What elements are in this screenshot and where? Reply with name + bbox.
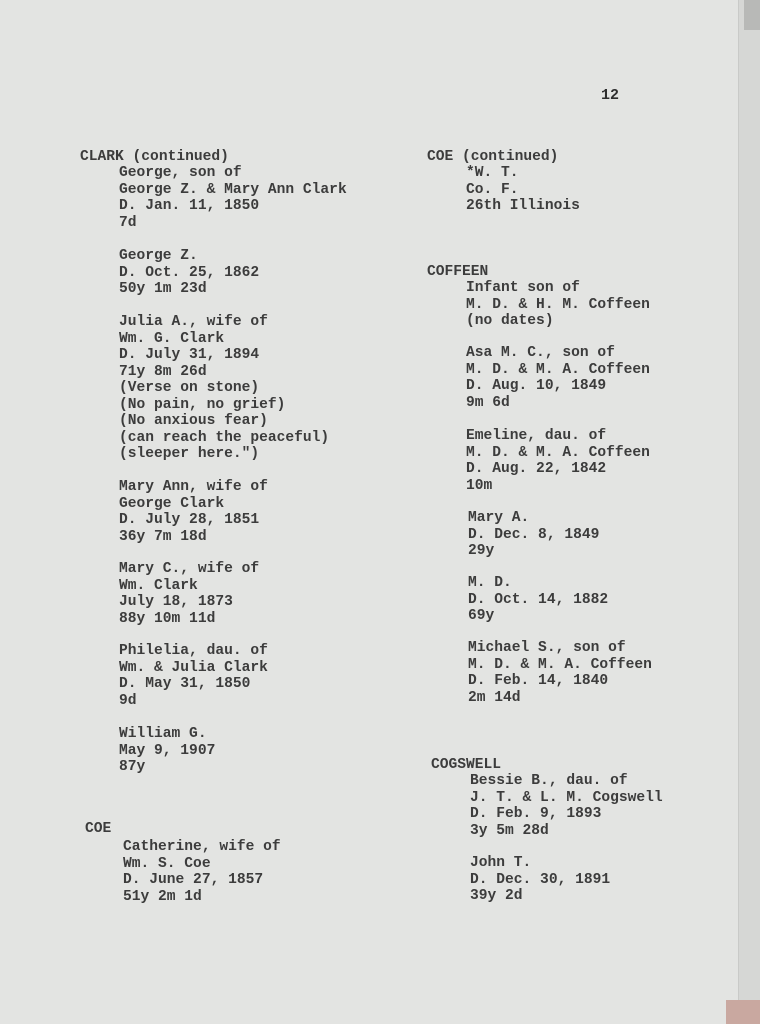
entry-line: William G.	[119, 726, 207, 742]
entry-line: D. Dec. 8, 1849	[468, 526, 600, 543]
entry	[468, 640, 652, 706]
entry-line: Bessie B., dau. of	[470, 773, 628, 789]
entry	[119, 561, 259, 627]
entry-line: D. Dec. 30, 1891	[470, 871, 611, 888]
entry-line: D. Aug. 10, 1849	[466, 378, 607, 394]
entry-line: 7d	[119, 214, 137, 231]
entry-line: D. July 31, 1894	[119, 347, 260, 363]
entry-line: 69y	[468, 608, 495, 624]
entry-line: (no dates)	[466, 313, 554, 329]
entry-line: M. D. & M. A. Coffeen	[466, 444, 650, 461]
entry	[468, 575, 608, 625]
entry-line: George, son of	[119, 165, 242, 181]
entry-line: Philelia, dau. of	[119, 643, 268, 659]
entry-line: 71y 8m 26d	[119, 363, 207, 380]
entry	[119, 165, 347, 231]
entry-line: Asa M. C., son of	[466, 345, 615, 361]
page-edge-mark	[726, 1000, 760, 1024]
entry-line: (can reach the peaceful)	[119, 429, 330, 446]
entry-line: (No pain, no grief)	[119, 396, 286, 413]
entry-line: D. July 28, 1851	[119, 512, 260, 528]
entry	[466, 428, 650, 494]
entry-line: J. T. & L. M. Cogswell	[470, 789, 663, 806]
entry-line: 10m	[466, 477, 493, 494]
section-header-coe: COE	[85, 821, 112, 837]
section-header-cogswell: COGSWELL	[431, 757, 502, 773]
entry-line: M. D.	[468, 575, 512, 591]
entry-line: Catherine, wife of	[123, 839, 281, 855]
entry	[119, 726, 215, 776]
entry-line: 9d	[119, 692, 137, 709]
page-edge-shadow	[744, 0, 760, 30]
entry-line: *W. T.	[466, 165, 519, 181]
entry-line: (sleeper here.")	[119, 446, 260, 462]
entry-line: Michael S., son of	[468, 640, 626, 656]
entry-line: 9m 6d	[466, 394, 510, 411]
entry-line: John T.	[470, 855, 532, 871]
entry-line: 3y 5m 28d	[470, 822, 549, 839]
entry-line: 29y	[468, 543, 495, 559]
entry	[123, 839, 281, 905]
entry-line: D. Oct. 25, 1862	[119, 264, 260, 281]
entry-line: George Z.	[119, 248, 198, 264]
entry-line: Wm. S. Coe	[123, 855, 211, 872]
entry	[466, 280, 650, 330]
entry	[468, 510, 599, 560]
entry-line: D. Oct. 14, 1882	[468, 591, 609, 608]
entry-line: D. Jan. 11, 1850	[119, 198, 260, 214]
entry-line: 26th Illinois	[466, 198, 580, 214]
section-header-coe-continued: COE (continued)	[427, 149, 559, 165]
entry-line: Wm. G. Clark	[119, 330, 225, 347]
entry	[119, 314, 329, 463]
entry-line: 50y 1m 23d	[119, 281, 207, 297]
entry-line: 88y 10m 11d	[119, 610, 216, 627]
entry-line: D. Feb. 14, 1840	[468, 673, 609, 689]
entry-line: 87y	[119, 759, 146, 775]
entry-line: July 18, 1873	[119, 594, 233, 610]
entry-line: 39y 2d	[470, 888, 523, 904]
entry	[466, 345, 650, 411]
entry-line: Wm. & Julia Clark	[119, 659, 268, 676]
entry-line: May 9, 1907	[119, 742, 216, 759]
entry-line: George Z. & Mary Ann Clark	[119, 181, 347, 198]
entry-line: M. D. & H. M. Coffeen	[466, 296, 650, 313]
entry-line: Wm. Clark	[119, 577, 198, 594]
entry-line: M. D. & M. A. Coffeen	[466, 361, 650, 378]
entry-line: 36y 7m 18d	[119, 528, 207, 545]
entry-line: 51y 2m 1d	[123, 888, 202, 905]
entry-line: Co. F.	[466, 181, 519, 198]
entry	[470, 773, 663, 839]
entry-line: D. June 27, 1857	[123, 872, 264, 888]
entry-line: D. Feb. 9, 1893	[470, 806, 602, 822]
page-edge	[738, 0, 760, 1024]
entry-line: Infant son of	[466, 280, 580, 296]
entry-line: D. Aug. 22, 1842	[466, 461, 607, 477]
entry	[119, 248, 259, 298]
entry-line: Julia A., wife of	[119, 314, 268, 330]
entry-line: (No anxious fear)	[119, 413, 268, 429]
entry-line: George Clark	[119, 495, 225, 512]
section-header-coffeen: COFFEEN	[427, 264, 489, 280]
entry-line: Mary Ann, wife of	[119, 479, 268, 495]
entry-line: D. May 31, 1850	[119, 676, 251, 692]
entry-line: (Verse on stone)	[119, 380, 260, 396]
entry-line: 2m 14d	[468, 689, 521, 706]
entry-line: Emeline, dau. of	[466, 428, 607, 444]
entry-line: M. D. & M. A. Coffeen	[468, 656, 652, 673]
entry	[466, 165, 580, 215]
section-header-clark: CLARK (continued)	[80, 149, 229, 165]
entry	[119, 479, 268, 545]
entry-line: Mary A.	[468, 510, 530, 526]
entry-line: Mary C., wife of	[119, 561, 260, 577]
page-number: 12	[601, 87, 620, 104]
entry	[470, 855, 610, 905]
entry	[119, 643, 268, 709]
